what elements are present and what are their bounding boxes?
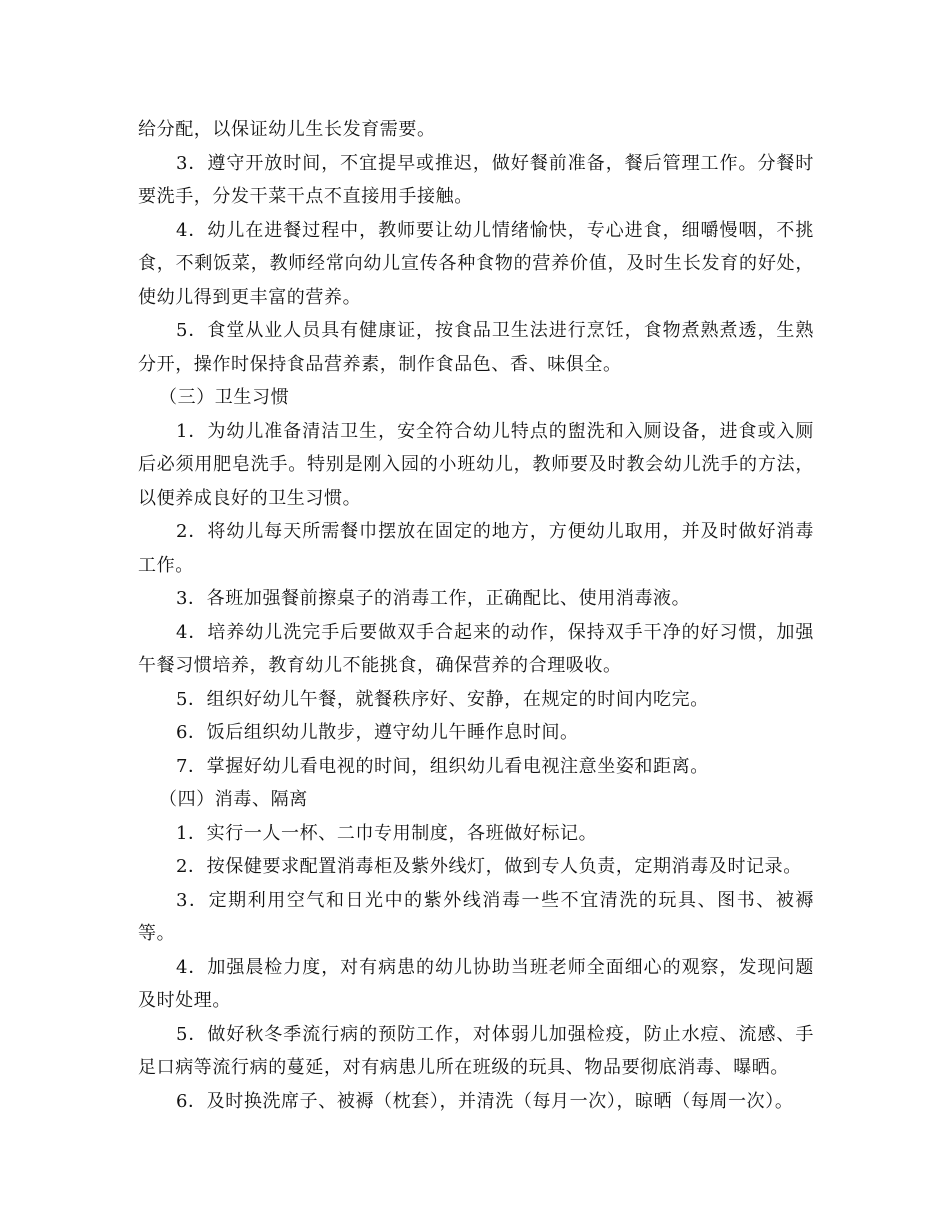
paragraph-item: 3．定期利用空气和日光中的紫外线消毒一些不宜清洗的玩具、图书、被褥等。 xyxy=(138,889,814,944)
document-body xyxy=(138,113,814,1118)
paragraph-item: 5．做好秋冬季流行病的预防工作，对体弱儿加强检疫，防止水痘、流感、手足口病等流行病的蔓延，对有病患儿所在班级的玩具、物品要彻底消毒、曝晒。 xyxy=(138,1023,814,1078)
paragraph-item: 4．培养幼儿洗完手后要做双手合起来的动作，保持双手干净的好习惯，加强午餐习惯培养，教育幼儿不能挑食，确保营养的合理吸收。 xyxy=(138,621,814,676)
paragraph-continuation: 给分配，以保证幼儿生长发育需要。 xyxy=(138,119,436,140)
paragraph-item: 7．掌握好幼儿看电视的时间，组织幼儿看电视注意坐姿和距离。 xyxy=(176,755,709,777)
paragraph-item: 3．各班加强餐前擦桌子的消毒工作，正确配比、使用消毒液。 xyxy=(176,588,691,609)
paragraph-item: 1．实行一人一杯、二巾专用制度，各班做好标记。 xyxy=(176,822,598,844)
section-heading: （三）卫生习惯 xyxy=(159,387,290,408)
paragraph-item: 6．饭后组织幼儿散步，遵守幼儿午睡作息时间。 xyxy=(176,722,579,743)
paragraph-item: 2．按保健要求配置消毒柜及紫外线灯，做到专人负责，定期消毒及时记录。 xyxy=(176,856,802,877)
paragraph-item: 3．遵守开放时间，不宜提早或推迟，做好餐前准备，餐后管理工作。分餐时要洗手，分发干菜干点不直接用手接触。 xyxy=(138,152,814,207)
paragraph-item: 6．及时换洗席子、被褥（枕套），并清洗（每月一次），晾晒（每周一次）。 xyxy=(176,1090,794,1112)
paragraph-item: 5．组织好幼儿午餐，就餐秩序好、安静，在规定的时间内吃完。 xyxy=(176,688,709,710)
paragraph-item: 5．食堂从业人员具有健康证，按食品卫生法进行烹饪，食物煮熟煮透，生熟分开，操作时保持食品营养素，制作食品色、香、味俱全。 xyxy=(138,320,814,375)
paragraph-item: 1．为幼儿准备清洁卫生，安全符合幼儿特点的盥洗和入厕设备，进食或入厕后必须用肥皂洗手。特别是刚入园的小班幼儿，教师要及时教会幼儿洗手的方法，以便养成良好的卫生习惯。 xyxy=(138,420,814,509)
section-heading: （四）消毒、隔离 xyxy=(159,789,308,810)
paragraph-item: 4．加强晨检力度，对有病患的幼儿协助当班老师全面细心的观察，发现问题及时处理。 xyxy=(138,956,814,1011)
paragraph-item: 2．将幼儿每天所需餐巾摆放在固定的地方，方便幼儿取用，并及时做好消毒工作。 xyxy=(138,521,814,576)
paragraph-item: 4．幼儿在进餐过程中，教师要让幼儿情绪愉快，专心进食，细嚼慢咽，不挑食，不剩饭菜，教师经常向幼儿宣传各种食物的营养价值，及时生长发育的好处，使幼儿得到更丰富的营养。 xyxy=(138,219,814,308)
